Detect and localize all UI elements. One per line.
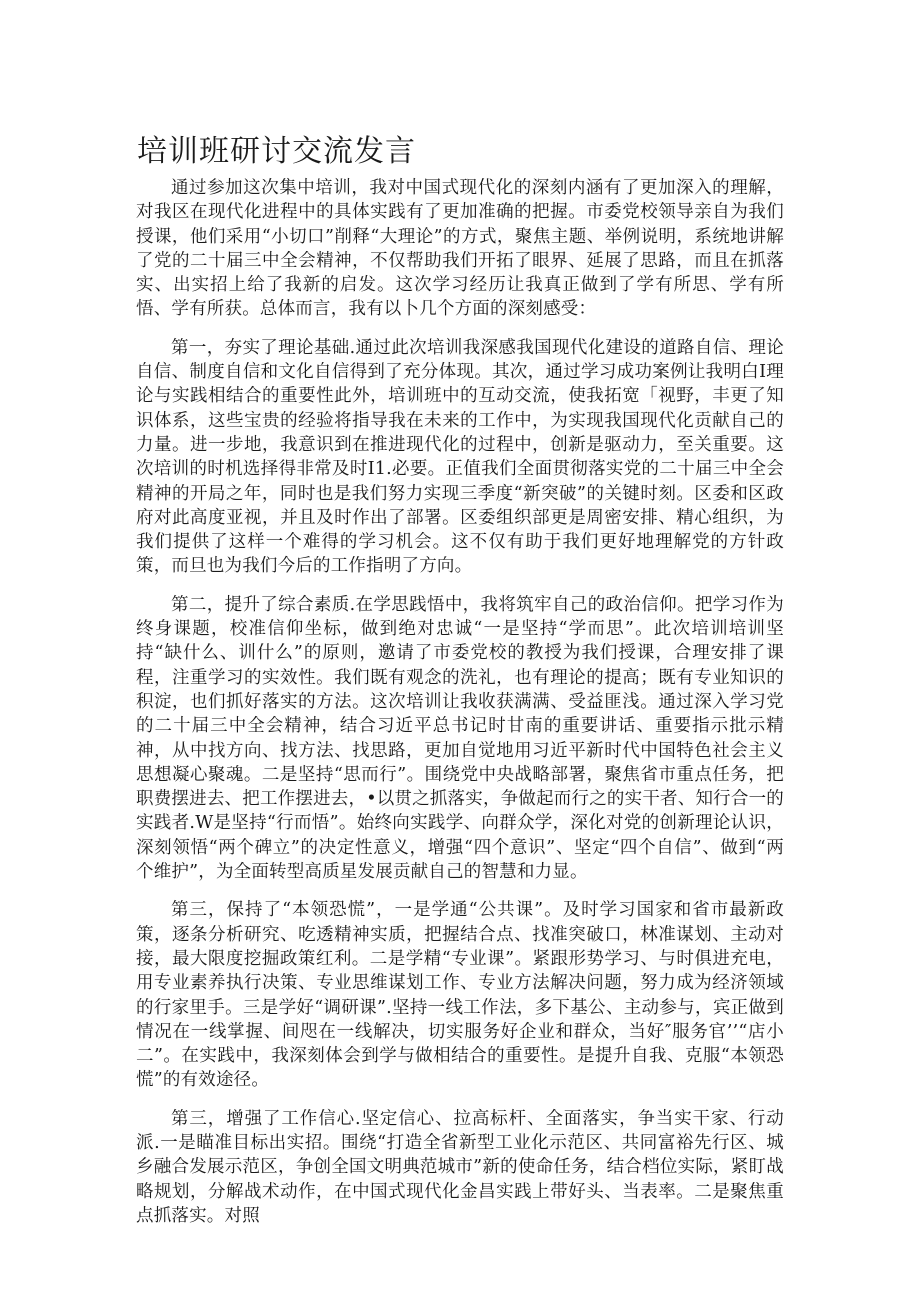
- paragraph-comprehensive-quality: 第二，提升了综合素质.在学思践悟中，我将筑牢自己的政治信仰。把学习作为终身课题，校准信仰坐标，做到绝对忠诚“一是坚持“学而思”。此次培训培训坚持“缺什么、训什么”的原则，邀请了市委党校的教授为我们授课，合理安排了课程，注重学习的实效性。我们既有观念的洗礼，也有理论的提高；既有专业知识的积淀，也们抓好落实的方法。这次培训让我收获满满、受益匪浅。通过深入学习党的二十届三中全会精神，结合习近平总书记时甘南的重要讲话、重要指示批示精神，从中找方向、找方法、找思路，更加自觉地用习近平新时代中国特色社会主义思想凝心聚魂。二是坚持“思而行”。围绕党中央战略部署，聚焦省市重点任务，把职费摆进去、把工作摆进去，•以贯之抓落实，争做起而行之的实干者、知行合一的实践者.W是坚持“行而悟”。始终向实践学、向群众学，深化对党的创新理论认识，深刻领悟“两个碑立”的决定性意义，增强“四个意识”、坚定“四个自信”、做到“两个维护”，为全面转型高质星发展贡献自己的智慧和力显。: [136, 594, 784, 883]
- document-title: 培训班研讨交流发言: [137, 134, 416, 169]
- paragraph-intro: 通过参加这次集中培训，我对中国式现代化的深刻内涵有了更加深入的理解，对我区在现代化进程中的具体实践有了更加准确的把握。市委党校领导亲自为我们授课，他们采用“小切口”削释“大理论”的方式，聚焦主题、举例说明，系统地讲解了党的二十届三中全会精神，不仅帮助我们开拓了眼界、延展了思路，而且在抓落实、出实招上给了我新的启发。这次学习经历让我真正做到了学有所思、学有所悟、学有所获。总体而言，我有以卜几个方面的深刻感受：: [136, 178, 784, 320]
- paragraph-theory-foundation: 第一，夯实了理论基础.通过此次培训我深感我国现代化建设的道路自信、理论自信、制度自信和文化自信得到了充分体现。其次，通过学习成功案例让我明白Ⅰ理论与实践相结合的重要性此外，培训班中的互动交流，使我拓宽「视野，丰更了知识体系，这些宝贵的经验将指导我在未来的工作中，为实现我国现代化贡献自己的力量。进一步地，我意识到在推进现代化的过程中，创新是驱动力，至关重要。这次培训的时机选择得非常及时I1.必要。正值我们全面贯彻落实党的二十届三中全会精神的开局之年，同时也是我们努力实现三季度“新突破”的关键时刻。区委和区政府对此高度亚视，并且及时作出了部署。区委组织部更是周密安排、精心组织，为我们提供了这样一个难得的学习机会。这不仅有助于我们更好地理解党的方针政策，而旦也为我们今后的工作指明了方向。: [136, 337, 784, 577]
- paragraph-skill-anxiety: 第三，保持了“本领恐慌”，一是学通“公共课”。及时学习国家和省市最新政策，逐条分析研究、吃透精神实质，把握结合点、找准突破口，林准谋划、主动对接，最大限度挖掘政策红利。二是学精“专业课”。紧跟形势学习、与时俱进充电，用专业素养执行决策、专业思维谋划工作、专业方法解决问题，努力成为经济领域的行家里手。三是学好“调研课”.坚持一线工作法，多下基公、主动参与，宾正做到情况在一线掌握、间咫在一线解决，切实服务好企业和群众，当好″服务官’’“店小二”。在实践中，我深刻体会到学与做相结合的重要性。是提升自我、克服“本领恐慌”的有效途径。: [136, 900, 784, 1091]
- document-body: [136, 176, 784, 1242]
- paragraph-work-confidence: 第三，增强了工作信心.坚定信心、拉高标杆、全面落实，争当实干家、行动派.一是瞄准目标出实招。围绕“打造全省新型工业化示范区、共同富裕先行区、城乡融合发展示范区，争创全国文明典范城市”新的使命任务，结合档位实际，紧盯战略规划，分解战术动作，在中国式现代化金昌实践上带好头、当表率。二是聚焦重点抓落实。对照: [136, 1108, 784, 1226]
